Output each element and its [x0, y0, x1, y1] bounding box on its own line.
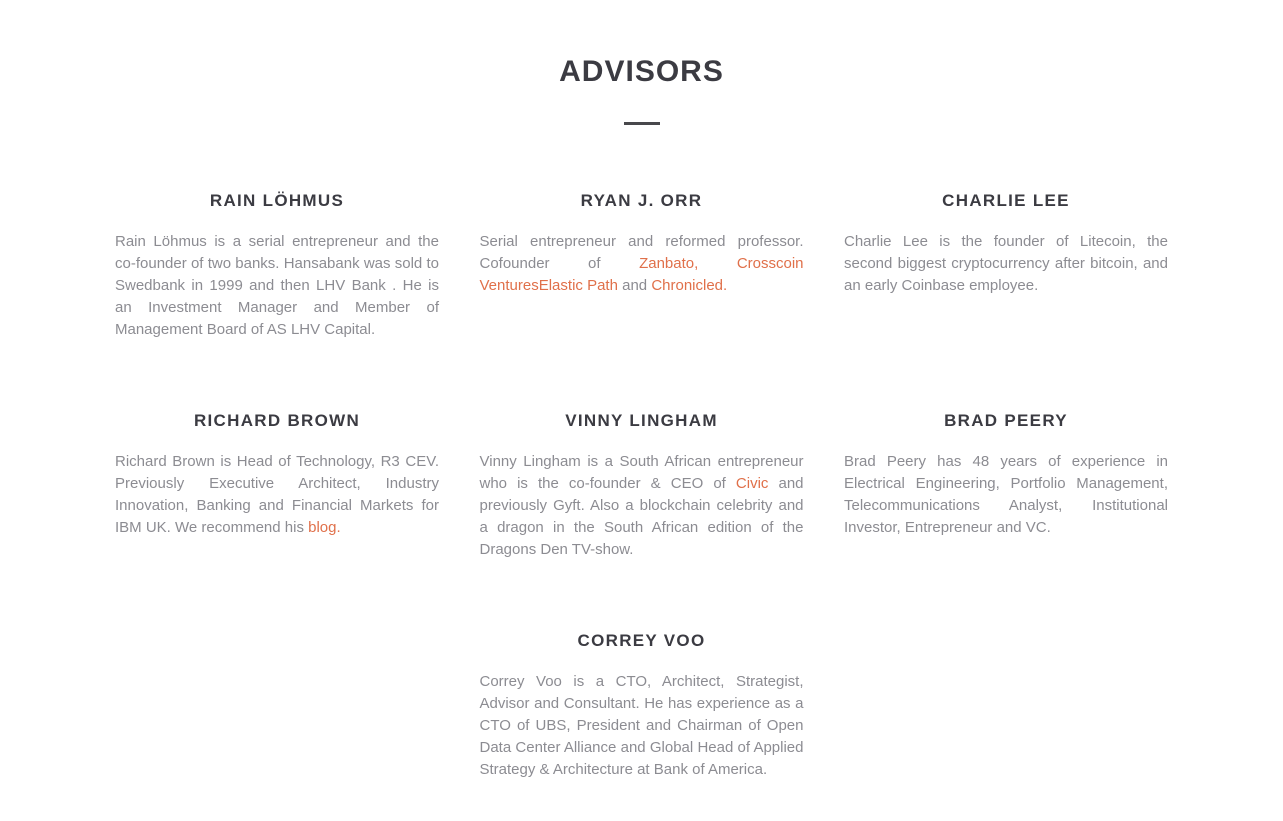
advisor-card	[480, 411, 804, 561]
advisor-name: RAIN LÖHMUS	[209, 191, 345, 210]
advisor-name: RYAN J. ORR	[580, 191, 703, 210]
advisor-card	[480, 631, 804, 781]
advisor-name: RICHARD BROWN	[193, 411, 361, 430]
advisor-bio: Serial entrepreneur and reformed professor. Cofounder of Zanbato, Crosscoin VenturesElastic Path and Chronicled.	[479, 233, 804, 294]
advisor-card	[115, 411, 439, 561]
advisor-card	[115, 191, 439, 341]
advisor-name: CORREY VOO	[577, 631, 706, 650]
title-divider	[624, 122, 660, 125]
advisor-bio: Brad Peery has 48 years of experience in Electrical Engineering, Portfolio Management, Telecommunications Analyst, Institutional Investor, Entrepreneur and VC.	[844, 453, 1168, 536]
advisor-name: CHARLIE LEE	[942, 191, 1070, 210]
bio-link[interactable]: Crosscoin Ventures	[479, 255, 804, 294]
advisor-card	[844, 191, 1168, 341]
advisors-section	[115, 0, 1168, 781]
bio-link[interactable]: Civic	[735, 475, 769, 492]
advisor-bio: Charlie Lee is the founder of Litecoin, the second biggest cryptocurrency after bitcoin, and an early Coinbase employee.	[844, 233, 1168, 294]
advisor-bio: Richard Brown is Head of Technology, R3 CEV. Previously Executive Architect, Industry Innovation, Banking and Financial Markets for IBM UK. We recommend his blog.	[115, 453, 439, 536]
advisor-name: BRAD PEERY	[944, 411, 1068, 430]
bio-link[interactable]: .	[336, 519, 341, 536]
advisor-card	[844, 411, 1168, 561]
bio-link[interactable]: Zanbato,	[639, 255, 699, 272]
section-title: ADVISORS	[559, 55, 724, 88]
advisor-bio: Rain Löhmus is a serial entrepreneur and the co-founder of two banks. Hansabank was sold to Swedbank in 1999 and then LHV Bank . He is an Investment Manager and Member of Management Board of AS LHV Capital.	[115, 233, 439, 338]
bio-link[interactable]: blog	[308, 519, 337, 536]
advisors-grid	[115, 191, 1168, 781]
advisor-bio: Vinny Lingham is a South African entrepreneur who is the co-founder & CEO of Civic and previously Gyft. Also a blockchain celebrity and a dragon in the South African edition of the Dragons Den TV-show.	[479, 453, 804, 558]
bio-link[interactable]: Elastic Path	[538, 277, 618, 294]
advisor-name: VINNY LINGHAM	[565, 411, 718, 430]
advisor-card	[480, 191, 804, 341]
bio-link[interactable]: Chronicled.	[651, 277, 728, 294]
advisor-bio: Correy Voo is a CTO, Architect, Strategist, Advisor and Consultant. He has experience as a CTO of UBS, President and Chairman of Open Data Center Alliance and Global Head of Applied Strategy & Architecture at Bank of America.	[479, 673, 804, 778]
